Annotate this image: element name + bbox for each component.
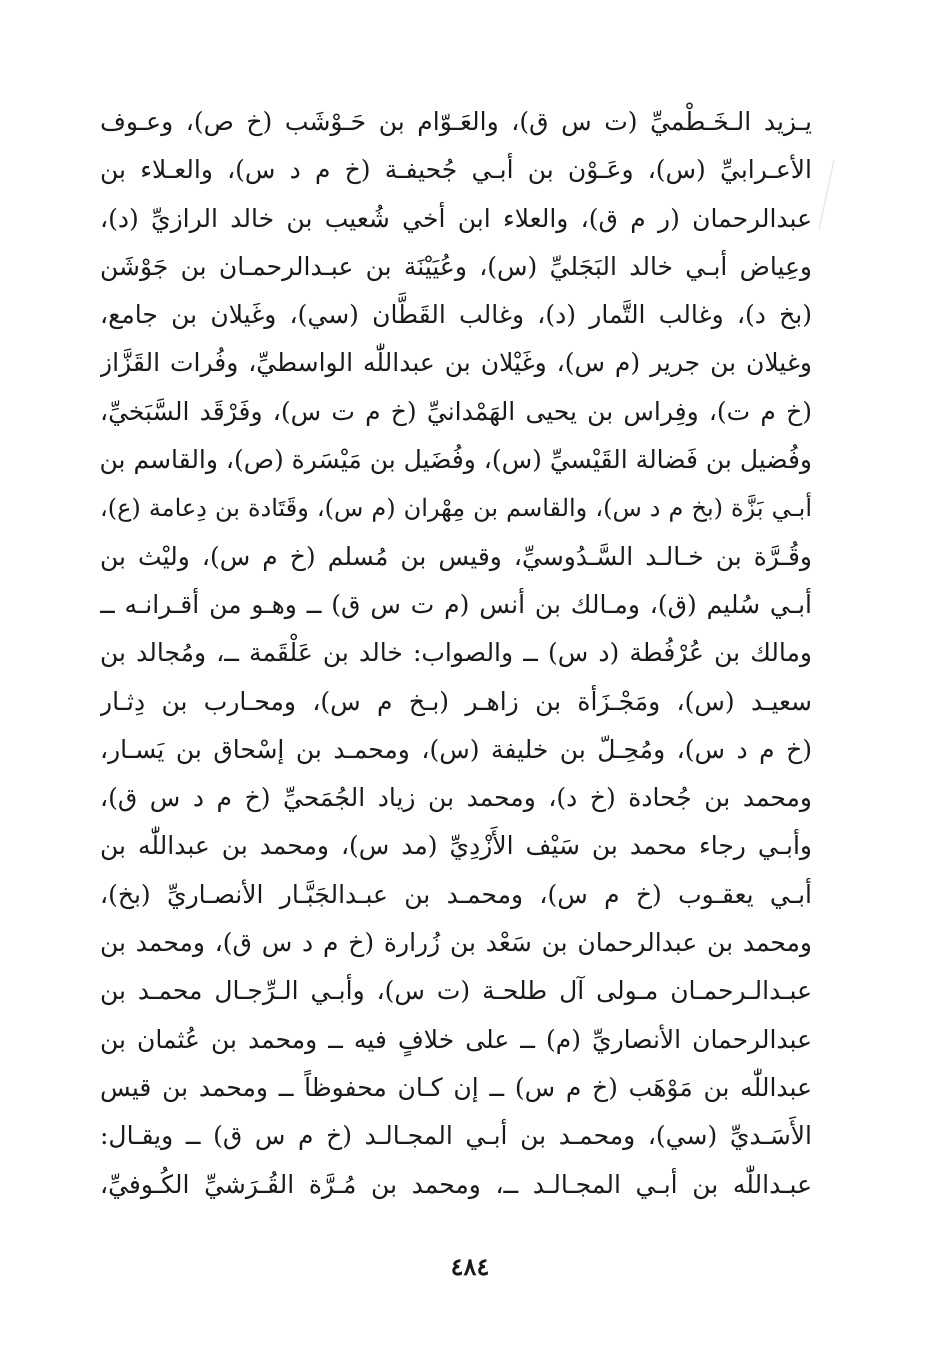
text-line: (بخ د)، وغالب التَّمار (د)، وغالب القَطَّان (سي)، وغَيلان بن جامع، — [100, 300, 812, 330]
text-line: عبدالرحمان الأنصاريِّ (م) ــ على خلافٍ فيه ــ ومحمد بن عُثمان بن — [100, 1024, 812, 1054]
text-line: أبـي بَزَّة (بخ م د س)، والقاسم بن مِهْران (م س)، وقَتَادة بن دِعامة (ع)، — [100, 494, 812, 523]
text-line: وغيلان بن جرير (م س)، وغَيْلان بن عبداللّٰه الواسطيِّ، وفُرات القَزَّاز — [100, 348, 812, 378]
text-line: الأَسَـديِّ (سي)، ومحمـد بن أبـي المجـالـد (خ م س ق) ــ ويقـال: — [100, 1121, 812, 1151]
text-line: ومالك بن عُرْفُطة (د س) ــ والصواب: خالد بن عَلْقَمة ــ، ومُجالد بن — [100, 638, 812, 668]
text-line: عبـدالـرحمـان مـولى آل طلحـة (ت س)، وأبـي الـرِّجـال محمـد بن — [100, 976, 812, 1006]
text-line: عبدالرحمان (ر م ق)، والعلاء ابن أخي شُعيب بن خالد الرازيِّ (د)، — [100, 203, 812, 233]
text-line: عبـداللّٰه بن أبـي المجـالـد ــ، ومحمد بن مُـرَّة القُـرَشيِّ الكُـوفيِّ، — [100, 1169, 812, 1199]
page-number: ٤٨٤ — [450, 1252, 490, 1281]
text-line: وعِياض أبـي خالد البَجَليِّ (س)، وعُيَيْنَة بن عبـدالرحمـان بن جَوْشَن — [100, 251, 812, 281]
text-line: وقُـرَّة بن خـالـد السَّـدُوسيِّ، وقيس بن مُسلم (خ م س)، وليْث بن — [100, 541, 812, 571]
text-line: ومحمد بن عبدالرحمان بن سَعْد بن زُرارة (خ م د س ق)، ومحمد بن — [100, 928, 812, 958]
text-line: وفُضيل بن فَضالة القَيْسيِّ (س)، وفُضَيل بن مَيْسَرة (ص)، والقاسم بن — [100, 445, 812, 475]
text-line: عبداللّٰه بن مَوْهَب (خ م س) ــ إن كـان محفوظاً ــ ومحمد بن قيس — [100, 1072, 812, 1102]
text-line: يـزيد الـخَـطْميِّ (ت س ق)، والعَـوّام بن حَـوْشَب (خ ص)، وعـوف — [100, 107, 812, 136]
text-line: وأبـي رجاء محمد بن سَيْف الأَزْدِيِّ (مد س)، ومحمد بن عبداللّٰه بن — [100, 831, 812, 861]
text-line: (خ م ت)، وفِراس بن يحيى الهَمْدانيِّ (خ م ت س)، وفَرْقَد السَّبَخيِّ، — [100, 396, 812, 426]
text-line: الأعـرابيِّ (س)، وعَـوْن بن أبـي جُحيفـة (خ م د س)، والعـلاء بن — [100, 155, 812, 185]
text-line: ومحمد بن جُحادة (خ د)، ومحمد بن زياد الجُمَحيِّ (خ م د س ق)، — [100, 783, 812, 813]
text-line: أبـي سُليم (ق)، ومـالك بن أنس (م ت س ق) ــ وهـو من أقـرانـه ــ — [100, 589, 812, 619]
text-line: أبـي يعقـوب (خ م س)، ومحمـد بن عبـدالجَبَّـار الأنصـاريِّ (بخ)، — [100, 879, 812, 909]
body-text — [100, 98, 812, 1209]
text-line: (خ م د س)، ومُحِـلّ بن خليفة (س)، ومحمـد بن إسْحاق بن يَسـار، — [100, 734, 812, 764]
text-line: سعيـد (س)، ومَجْـزَأة بن زاهـر (بـخ م س)، ومحـارب بن دِثـار — [100, 686, 812, 716]
